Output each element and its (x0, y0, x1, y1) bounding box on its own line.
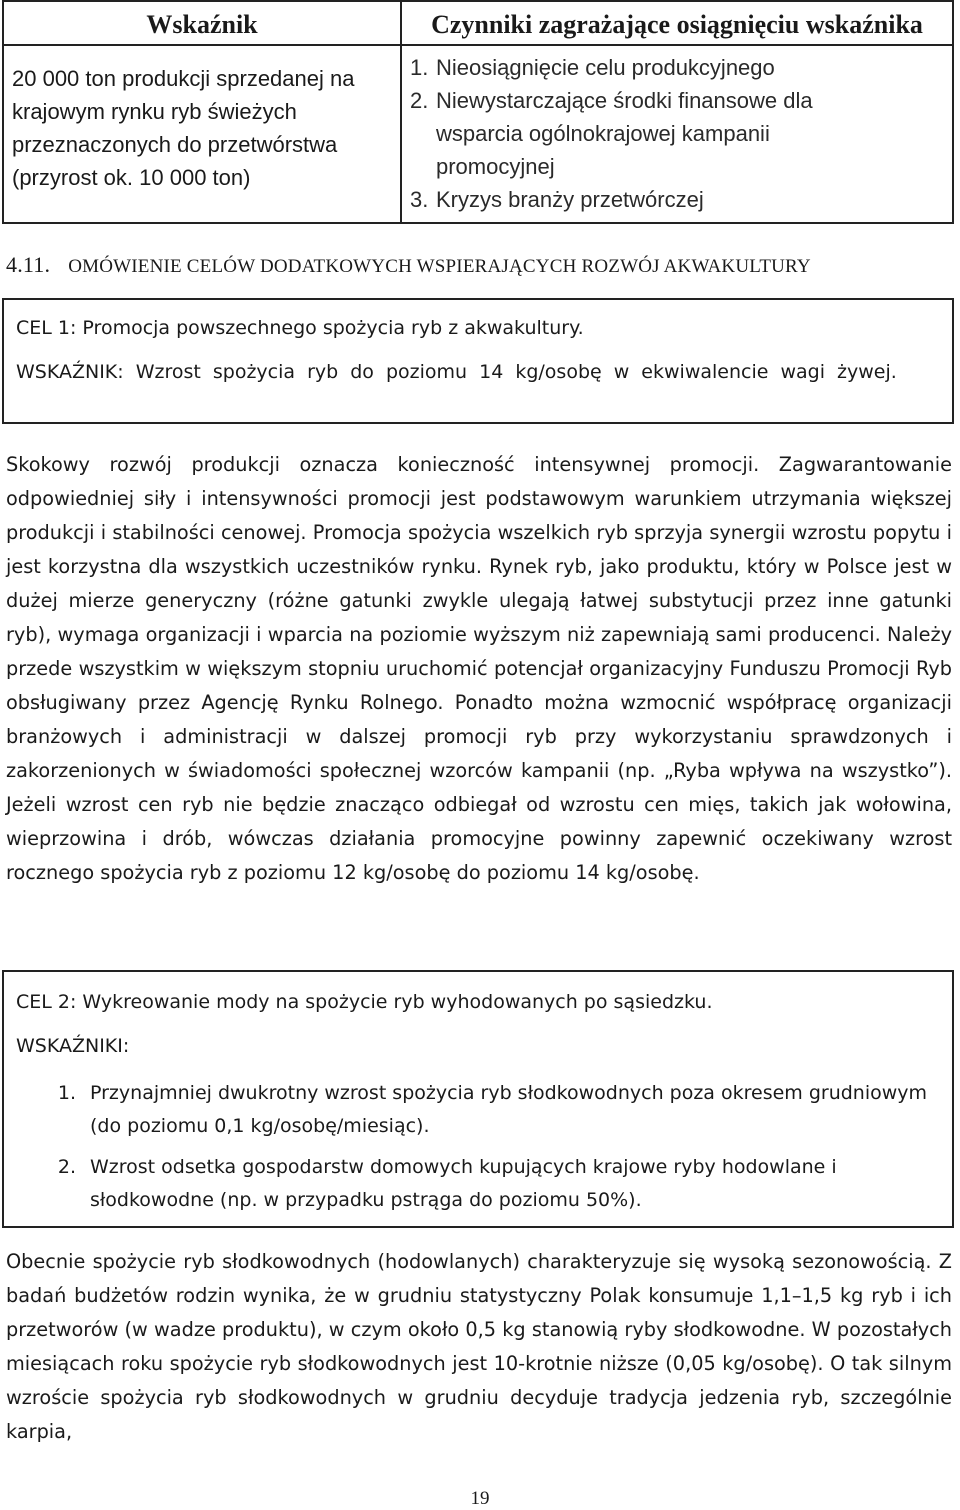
section-number: 4.11. (6, 252, 51, 277)
indicator-line: (przyrost ok. 10 000 ton) (12, 165, 251, 190)
goal-1-box (2, 298, 954, 424)
header-indicator: Wskaźnik (3, 1, 401, 45)
list-item-number: 1. (57, 1082, 76, 1104)
threat-item (410, 183, 944, 216)
goal-2-indicators-label: WSKAŹNIKI: (16, 1035, 130, 1057)
goal-2-box (2, 970, 954, 1228)
goal-2-title: CEL 2: Wykreowanie mody na spożycie ryb wyhodowanych po sąsiedzku. (16, 991, 713, 1013)
threat-number: 2. (410, 88, 429, 113)
threat-line: promocyjnej (436, 154, 555, 179)
threats-cell (401, 45, 953, 223)
page-number: 19 (470, 1488, 490, 1509)
threat-line: Nieosiągnięcie celu produkcyjnego (436, 55, 775, 80)
list-item-text: Wzrost odsetka gospodarstw domowych kupujących krajowe ryby hodowlane i słodkowodne (np. w przypadku pstrąga do poziomu 50%). (90, 1156, 837, 1211)
threat-number: 3. (410, 187, 429, 212)
table-header-row (3, 1, 953, 45)
header-threats: Czynniki zagrażające osiągnięciu wskaźnika (401, 1, 953, 45)
indicator-table (2, 0, 954, 224)
threat-line: Kryzys branży przetwórczej (436, 187, 704, 212)
indicator-line: przeznaczonych do przetwórstwa (12, 132, 338, 157)
threat-line: Niewystarczające środki finansowe dla (436, 88, 813, 113)
indicator-cell (3, 45, 401, 223)
threat-item (410, 51, 944, 84)
threat-number: 1. (410, 55, 429, 80)
body-paragraph: Obecnie spożycie ryb słodkowodnych (hodowlanych) charakteryzuje się wysoką sezonowością. Z badań budżetów rodzin wynika, że w grudniu statystyczny Polak konsumuje 1,1–1,5 kg ryb i ich przetworów (w wadze produktu), w czym około 0,5 kg stanowią ryby słodkowodne. W pozostałych miesiącach roku spożycie ryb słodkowodnych jest 10-krotnie niższe (0,05 kg/osobę). O tak silnym wzroście spożycia ryb słodkowodnych w grudniu decyduje tradycja jedzenia ryb, szczególnie karpia, (6, 1250, 952, 1443)
indicator-line: 20 000 ton produkcji sprzedanej na (12, 66, 355, 91)
goal-1-indicator: WSKAŹNIK: Wzrost spożycia ryb do poziomu 14 kg/osobę w ekwiwalencie wagi żywej. (16, 361, 897, 383)
table-row (3, 45, 953, 223)
goal-2-indicator-list (16, 1077, 938, 1217)
threat-item (410, 84, 944, 183)
section-title: OMÓWIENIE CELÓW DODATKOWYCH WSPIERAJĄCYCH ROZWÓJ AKWAKULTURY (68, 256, 811, 277)
body-paragraph: Skokowy rozwój produkcji oznacza konieczność intensywnej promocji. Zagwarantowanie odpowiedniej siły i intensywności promocji jest podstawowym warunkiem utrzymania większej produkcji i stabilności cenowej. Promocja spożycia wszelkich ryb sprzyja synergii wzrostu popytu i jest korzystna dla wszystkich uczestników rynku. Rynek ryb, jako produktu, który w Polsce jest w dużej mierze generyczny (różne gatunki zwykle ulegają łatwej substytucji przez inne gatunki ryb), wymaga organizacji i wparcia na poziomie wyższym niż zapewniają sami producenci. Należy przede wszystkim w większym stopniu uruchomić potencjał organizacyjny Funduszu Promocji Ryb obsługiwany przez Agencję Rynku Rolnego. Ponadto można wzmocnić współpracę organizacji branżowych i administracji w dalszej promocji ryb przy wykorzystaniu sprawdzonych i zakorzenionych w świadomości społecznej wzorców kampanii (np. „Ryba wpływa na wszystko”). Jeżeli wzrost cen ryb nie będzie znacząco odbiegał od wzrostu cen mięs, takich jak wołowina, wieprzowina i drób, wówczas działania promocyjne powinny zapewnić oczekiwany wzrost rocznego spożycia ryb z poziomu 12 kg/osobę do poziomu 14 kg/osobę. (6, 453, 952, 884)
list-item (16, 1151, 938, 1217)
indicator-line: krajowym rynku ryb świeżych (12, 99, 297, 124)
goal-1-title: CEL 1: Promocja powszechnego spożycia ryb z akwakultury. (16, 317, 584, 339)
threat-line: wsparcia ogólnokrajowej kampanii (436, 121, 770, 146)
list-item-text: Przynajmniej dwukrotny wzrost spożycia ryb słodkowodnych poza okresem grudniowym (do poziomu 0,1 kg/osobę/miesiąc). (90, 1082, 928, 1137)
section-heading (6, 252, 811, 278)
list-item (16, 1077, 938, 1143)
list-item-number: 2. (57, 1156, 76, 1178)
